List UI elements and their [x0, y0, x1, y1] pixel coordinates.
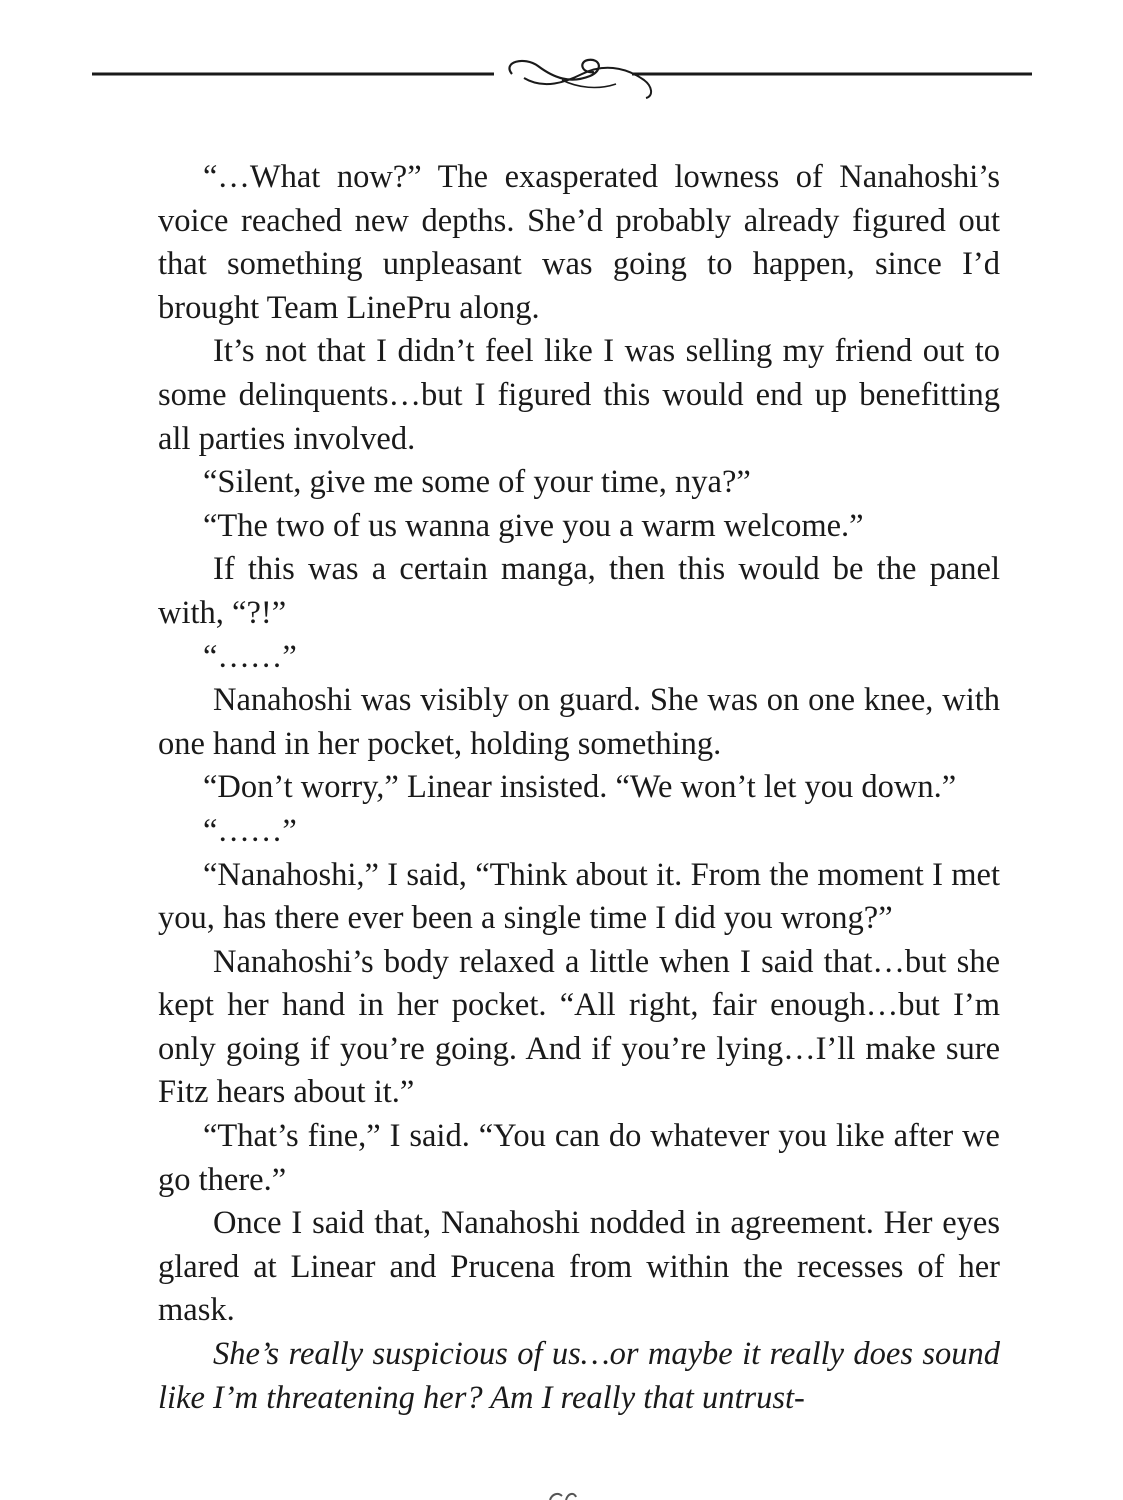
paragraph: “Nanahoshi,” I said, “Think about it. From the moment I met you, has there ever been a single time I did you wrong?” [158, 856, 1000, 937]
paragraph: If this was a certain manga, then this would be the panel with, “?!” [158, 551, 1000, 631]
header-ornament [92, 52, 1032, 108]
paragraph: “……” [203, 812, 297, 849]
paragraph: “……” [203, 638, 297, 675]
page-number-fragment [540, 1488, 584, 1500]
paragraph: Once I said that, Nanahoshi nodded in agreement. Her eyes glared at Linear and Prucena from within the recesses of her mask. [158, 1205, 1000, 1329]
paragraph: “…What now?” The exasperated lowness of Nanahoshi’s voice reached new depths. She’d probably already figured out that something unpleasant was going to happen, since I’d brought Team LinePru along. [158, 159, 1000, 326]
body-text [158, 156, 1000, 1420]
paragraph: Nanahoshi was visibly on guard. She was on one knee, with one hand in her pocket, holding something. [158, 682, 1000, 762]
paragraph: She’s really suspicious of us…or maybe it really does sound like I’m threatening her? Am I really that untrust- [158, 1336, 1000, 1416]
paragraph: “That’s fine,” I said. “You can do whatever you like after we go there.” [158, 1118, 1000, 1198]
paragraph: “Silent, give me some of your time, nya?” [203, 464, 751, 501]
paragraph: “Don’t worry,” Linear insisted. “We won’t let you down.” [203, 769, 957, 806]
paragraph: It’s not that I didn’t feel like I was selling my friend out to some delinquents…but I figured this would end up benefitting all parties involved. [158, 333, 1000, 457]
paragraph: Nanahoshi’s body relaxed a little when I said that…but she kept her hand in her pocket. “All right, fair enough…but I’m only going if you’re going. And if you’re lying…I’ll make sure Fitz hears about it.” [158, 943, 1000, 1111]
paragraph: “The two of us wanna give you a warm welcome.” [203, 507, 864, 544]
